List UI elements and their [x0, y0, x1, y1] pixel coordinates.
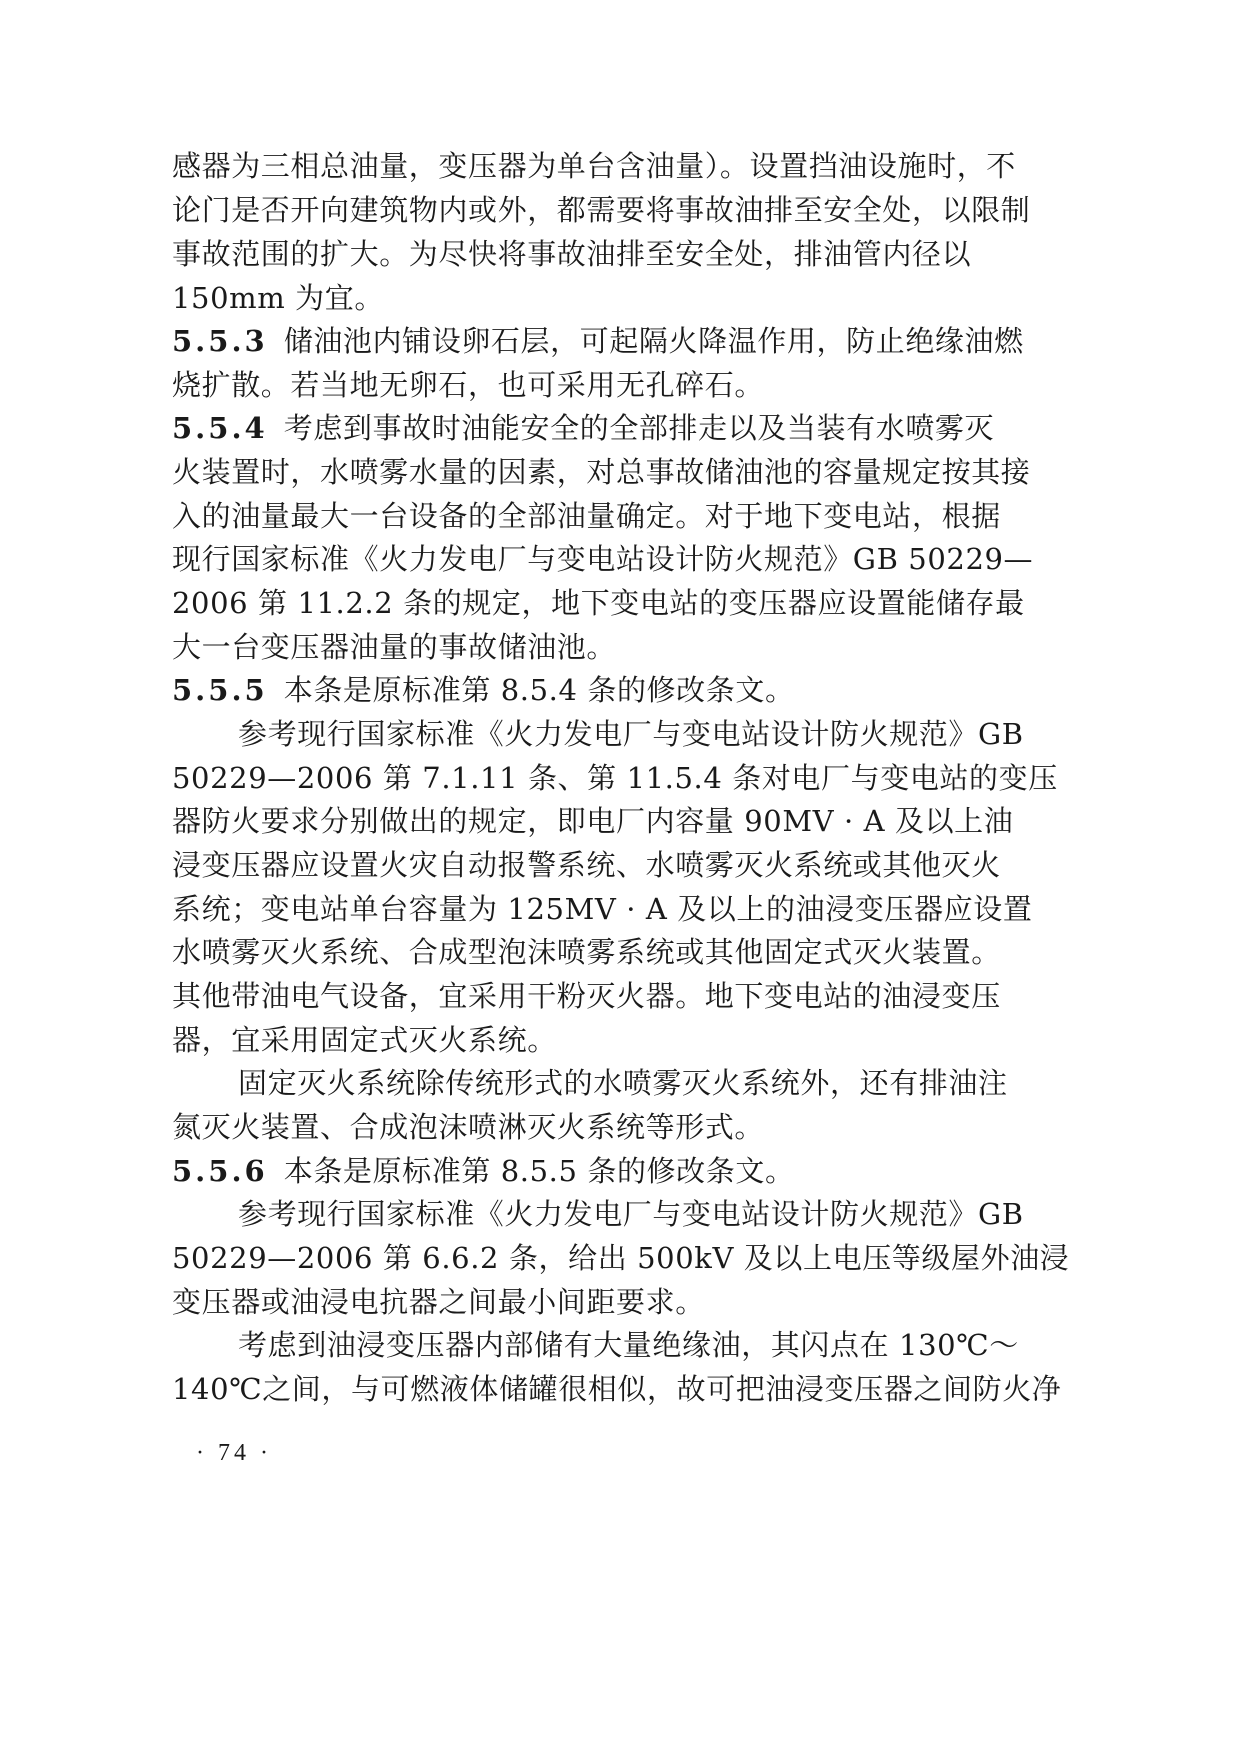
text-line: 其他带油电气设备，宜采用干粉灭火器。地下变电站的油浸变压	[172, 979, 1001, 1013]
clause-number: 5.5.5	[172, 673, 268, 707]
text-line: 140℃之间，与可燃液体储罐很相似，故可把油浸变压器之间防火净	[172, 1372, 1062, 1406]
text-line: 器，宜采用固定式灭火系统。	[172, 1023, 557, 1057]
text-line: 50229—2006 第 7.1.11 条、第 11.5.4 条对电厂与变电站的变压	[172, 761, 1058, 795]
clause-text: 本条是原标准第 8.5.4 条的修改条文。	[283, 673, 795, 707]
text-line: 感器为三相总油量，变压器为单台含油量）。设置挡油设施时，不	[172, 149, 1016, 183]
text-line: 参考现行国家标准《火力发电厂与变电站设计防火规范》GB	[238, 1197, 1024, 1231]
text-line: 固定灭火系统除传统形式的水喷雾灭火系统外，还有排油注	[238, 1066, 1008, 1100]
text-line: 氮灭火装置、合成泡沫喷淋灭火系统等形式。	[172, 1110, 765, 1144]
text-line: 150mm 为宜。	[172, 281, 384, 315]
clause-text: 本条是原标准第 8.5.5 条的修改条文。	[283, 1154, 795, 1188]
clause-number: 5.5.3	[172, 324, 268, 358]
text-line: 参考现行国家标准《火力发电厂与变电站设计防火规范》GB	[238, 717, 1024, 751]
text-line: 火装置时，水喷雾水量的因素，对总事故储油池的容量规定按其接	[172, 455, 1031, 489]
clause-text: 储油池内铺设卵石层，可起隔火降温作用，防止绝缘油燃	[283, 324, 1024, 358]
text-line: 50229—2006 第 6.6.2 条，给出 500kV 及以上电压等级屋外油浸	[172, 1241, 1070, 1275]
text-line: 烧扩散。若当地无卵石，也可采用无孔碎石。	[172, 368, 765, 402]
clause-5-5-4	[172, 408, 994, 448]
clause-5-5-3	[172, 321, 1024, 361]
text-line: 器防火要求分别做出的规定，即电厂内容量 90MV · A 及以上油	[172, 804, 1014, 838]
text-line: 系统；变电站单台容量为 125MV · A 及以上的油浸变压器应设置	[172, 892, 1033, 926]
text-line: 2006 第 11.2.2 条的规定，地下变电站的变压器应设置能储存最	[172, 586, 1025, 620]
text-line: 论门是否开向建筑物内或外，都需要将事故油排至安全处，以限制	[172, 193, 1031, 227]
text-line: 变压器或油浸电抗器之间最小间距要求。	[172, 1285, 705, 1319]
clause-5-5-6	[172, 1151, 795, 1191]
text-line: 考虑到油浸变压器内部储有大量绝缘油，其闪点在 130℃～	[238, 1328, 1019, 1362]
clause-text: 考虑到事故时油能安全的全部排走以及当装有水喷雾灭	[283, 411, 995, 445]
clause-5-5-5	[172, 670, 795, 710]
clause-number: 5.5.6	[172, 1154, 268, 1188]
text-line: 水喷雾灭火系统、合成型泡沫喷雾系统或其他固定式灭火装置。	[172, 935, 1001, 969]
clause-number: 5.5.4	[172, 411, 268, 445]
text-line: 入的油量最大一台设备的全部油量确定。对于地下变电站，根据	[172, 499, 1001, 533]
text-line: 现行国家标准《火力发电厂与变电站设计防火规范》GB 50229—	[172, 542, 1034, 576]
text-line: 大一台变压器油量的事故储油池。	[172, 630, 617, 664]
text-line: 浸变压器应设置火灾自动报警系统、水喷雾灭火系统或其他灭火	[172, 848, 1001, 882]
page-number: · 74 ·	[196, 1440, 272, 1466]
text-line: 事故范围的扩大。为尽快将事故油排至安全处，排油管内径以	[172, 237, 972, 271]
